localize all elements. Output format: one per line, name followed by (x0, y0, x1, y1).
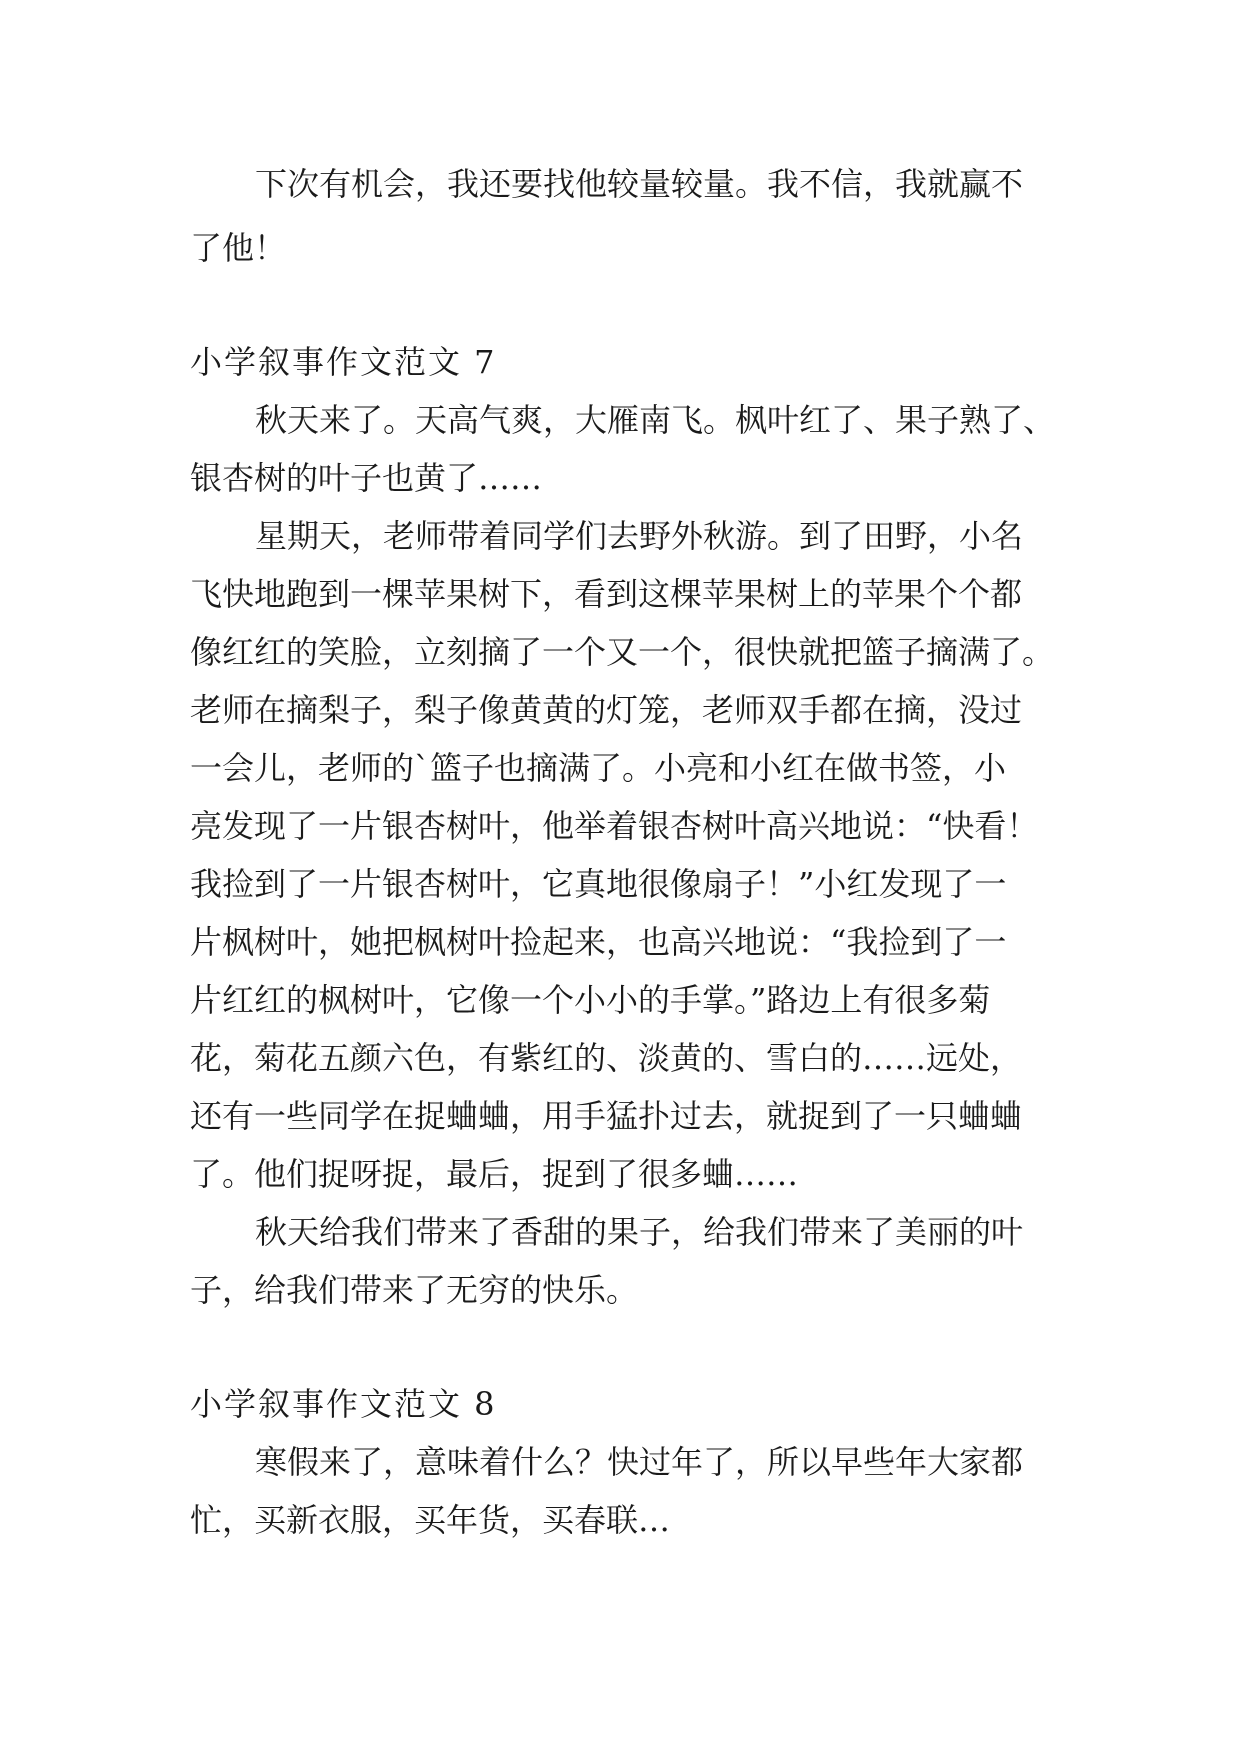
paragraph-line: 片枫树叶，她把枫树叶捡起来，也高兴地说：“我捡到了一 (190, 923, 1007, 961)
paragraph-line: 秋天给我们带来了香甜的果子，给我们带来了美丽的叶 (255, 1213, 1024, 1251)
essay-heading: 小学叙事作文范文 7 (190, 343, 497, 381)
paragraph-line: 花，菊花五颜六色，有紫红的、淡黄的、雪白的……远处， (190, 1039, 1023, 1077)
paragraph-line: 了他！ (190, 229, 287, 267)
paragraph-line: 片红红的枫树叶，它像一个小小的手掌。”路边上有很多菊 (190, 981, 991, 1019)
paragraph-line: 寒假来了，意味着什么？快过年了，所以早些年大家都 (255, 1443, 1024, 1481)
paragraph-line: 子，给我们带来了无穷的快乐。 (190, 1271, 639, 1309)
paragraph-line: 亮发现了一片银杏树叶，他举着银杏树叶高兴地说：“快看！ (190, 807, 1039, 845)
paragraph-line: 了。他们捉呀捉，最后，捉到了很多蛐…… (190, 1155, 799, 1193)
paragraph-line: 忙，买新衣服，买年货，买春联… (190, 1501, 671, 1539)
paragraph-line: 下次有机会，我还要找他较量较量。我不信，我就赢不 (255, 165, 1024, 203)
paragraph-line: 飞快地跑到一棵苹果树下，看到这棵苹果树上的苹果个个都 (190, 575, 1023, 613)
paragraph-line: 老师在摘梨子，梨子像黄黄的灯笼，老师双手都在摘，没过 (190, 691, 1023, 729)
paragraph-line: 秋天来了。天高气爽，大雁南飞。枫叶红了、果子熟了、 (255, 401, 1056, 439)
paragraph-line: 一会儿，老师的`篮子也摘满了。小亮和小红在做书签，小 (190, 749, 1007, 787)
paragraph-line: 银杏树的叶子也黄了…… (190, 459, 543, 497)
paragraph-line: 还有一些同学在捉蛐蛐，用手猛扑过去，就捉到了一只蛐蛐 (190, 1097, 1023, 1135)
essay-heading: 小学叙事作文范文 8 (190, 1385, 497, 1423)
paragraph-line: 像红红的笑脸，立刻摘了一个又一个，很快就把篮子摘满了。 (190, 633, 1055, 671)
paragraph-line: 我捡到了一片银杏树叶，它真地很像扇子！”小红发现了一 (190, 865, 1007, 903)
paragraph-line: 星期天，老师带着同学们去野外秋游。到了田野，小名 (255, 517, 1024, 555)
